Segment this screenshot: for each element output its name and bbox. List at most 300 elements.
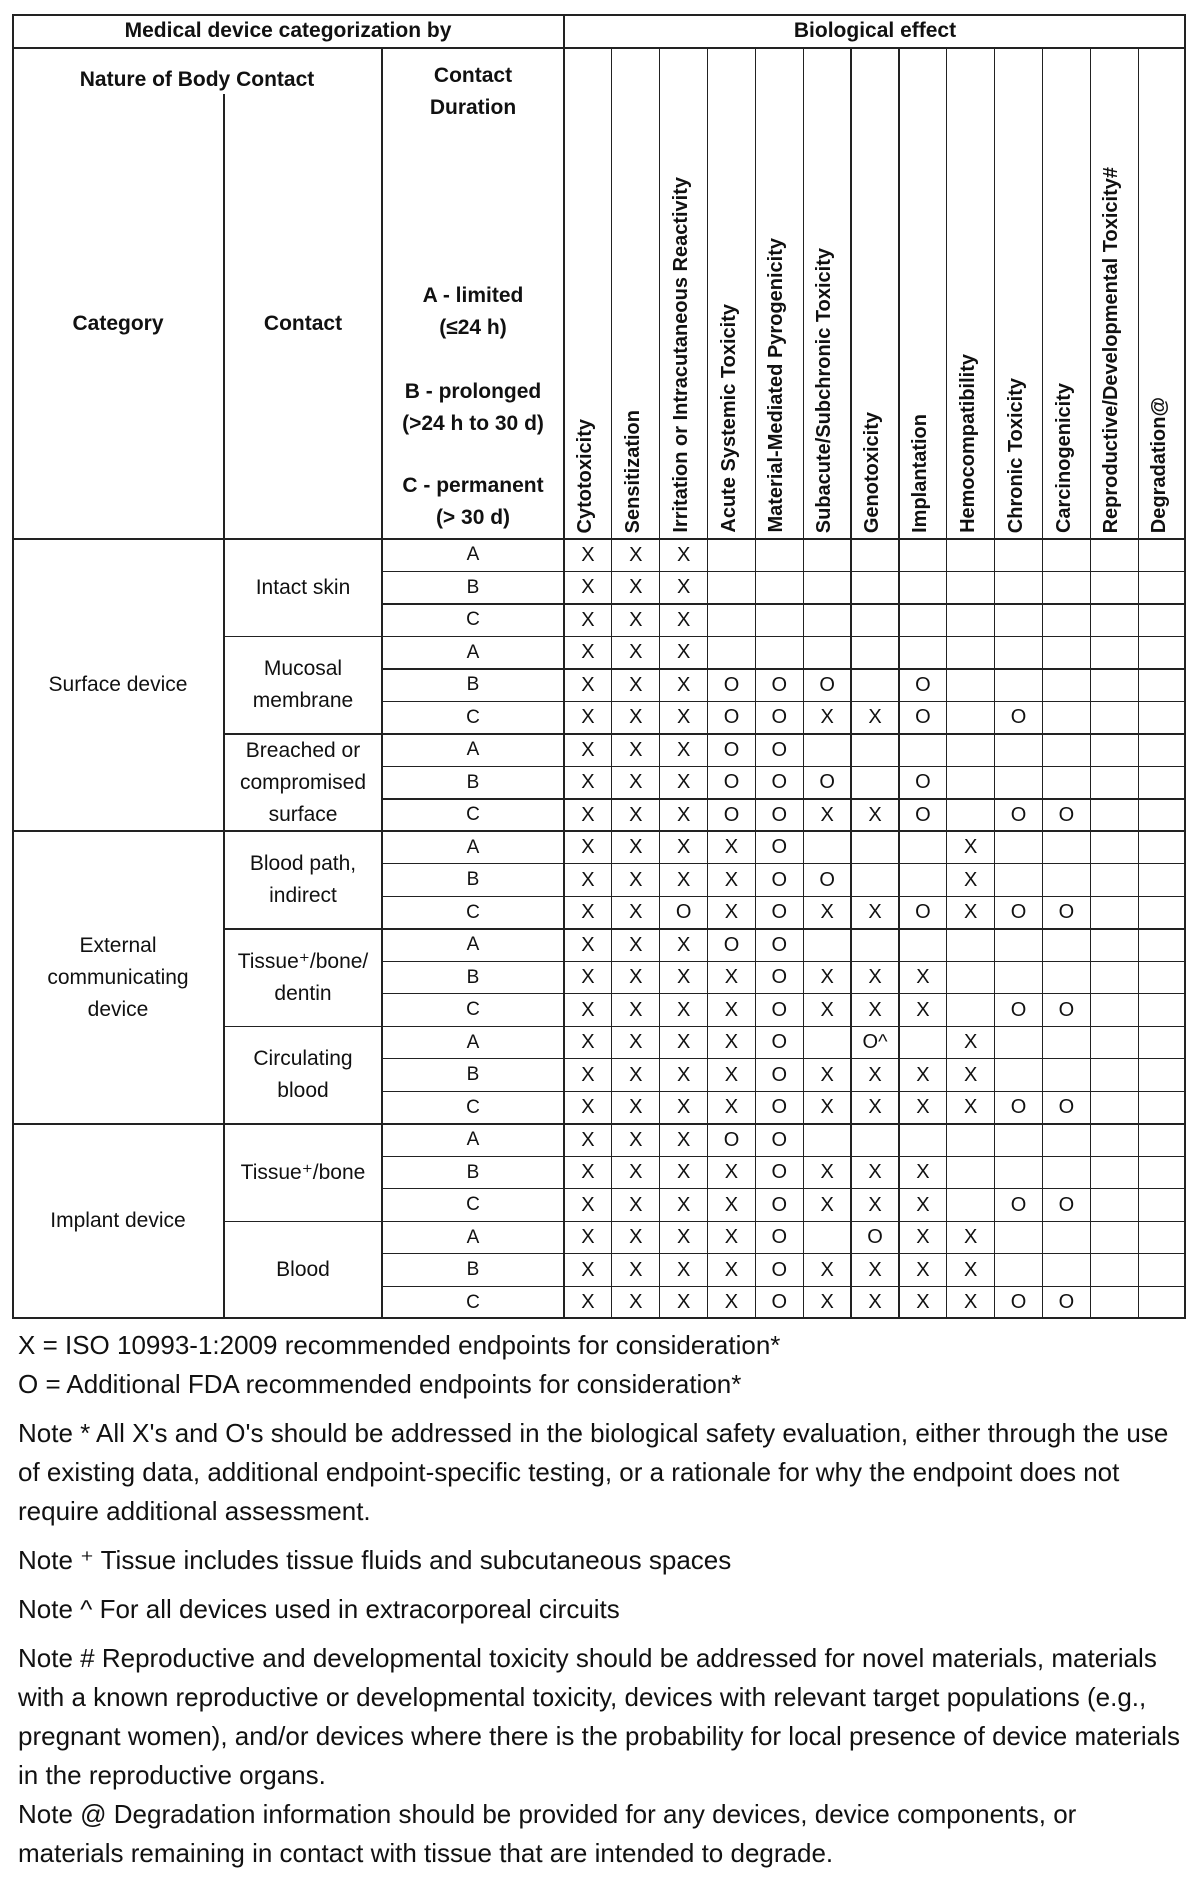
endpoint-mark: X [629, 576, 643, 599]
contact-duration-header: Contact Duration [429, 64, 517, 119]
endpoint-mark: X [581, 576, 595, 599]
endpoint-mark: X [581, 1226, 595, 1249]
effect-header-label: Irritation or Intracutaneous Reactivity [669, 177, 692, 533]
grid-line-horizontal [224, 733, 1186, 735]
endpoint-mark [803, 1124, 851, 1156]
effect-header-cell [708, 48, 756, 539]
grid-line-vertical [223, 94, 225, 1319]
endpoint-mark: X [868, 1258, 882, 1281]
endpoint-mark [1138, 864, 1186, 896]
grid-line-vertical [1138, 48, 1139, 1319]
endpoint-mark: X [724, 1226, 739, 1249]
effect-header-cell [1043, 48, 1091, 539]
endpoint-mark [1090, 766, 1138, 798]
endpoint-mark: O [1010, 998, 1027, 1021]
endpoint-mark [995, 864, 1043, 896]
endpoint-mark [851, 734, 899, 766]
endpoint-mark [1090, 799, 1138, 831]
effect-header-cell [851, 48, 899, 539]
contact-label: Intact skin [255, 575, 351, 599]
endpoint-mark: O [915, 803, 931, 826]
grid-line-vertical [850, 48, 851, 1319]
endpoint-mark: O [771, 771, 788, 794]
duration-cell: C [466, 999, 480, 1021]
endpoint-mark: X [964, 836, 978, 859]
endpoint-mark [947, 799, 995, 831]
effect-header-cell [612, 48, 660, 539]
endpoint-mark [1090, 1221, 1138, 1253]
endpoint-mark: X [676, 836, 691, 859]
contact-label: Blood path, indirect [249, 852, 357, 908]
category-label: External communicating device [47, 933, 189, 1021]
endpoint-mark: X [676, 1226, 691, 1249]
endpoint-mark: O [675, 901, 692, 924]
endpoint-mark [755, 636, 803, 668]
endpoint-mark [803, 604, 851, 636]
endpoint-mark [1138, 1286, 1186, 1318]
duration-cell: A [466, 641, 480, 663]
endpoint-mark: X [581, 868, 595, 891]
endpoint-mark [1043, 831, 1091, 863]
endpoint-mark: X [676, 771, 691, 794]
endpoint-mark: X [820, 1161, 834, 1184]
endpoint-mark [995, 1156, 1043, 1188]
duration-cell: C [466, 609, 480, 631]
contact-column-header: Contact [263, 312, 343, 335]
endpoint-mark: O [771, 998, 788, 1021]
endpoint-mark: O [771, 1291, 788, 1313]
category-column-header: Category [72, 312, 164, 335]
endpoint-mark [1090, 961, 1138, 993]
endpoint-mark: X [724, 1291, 739, 1313]
endpoint-mark [851, 864, 899, 896]
endpoint-mark [1043, 1059, 1091, 1091]
endpoint-mark [995, 571, 1043, 603]
endpoint-mark: X [676, 998, 691, 1021]
grid-line-horizontal [12, 14, 1186, 17]
endpoint-mark [995, 831, 1043, 863]
endpoint-mark: X [629, 933, 643, 956]
endpoint-mark [995, 734, 1043, 766]
endpoint-mark: X [724, 1161, 739, 1184]
endpoint-mark [1043, 701, 1091, 733]
grid-line-horizontal [382, 1156, 1186, 1157]
effect-header-label: Acute Systemic Toxicity [717, 304, 740, 533]
grid-line-horizontal [382, 1188, 1186, 1189]
endpoint-mark: O [771, 1096, 788, 1119]
endpoint-mark: X [676, 966, 691, 989]
endpoint-mark: O [771, 1193, 788, 1216]
endpoint-mark: X [581, 901, 595, 924]
duration-cell: C [466, 706, 480, 728]
endpoint-mark: X [629, 966, 643, 989]
grid-line-vertical [707, 48, 708, 1319]
endpoint-mark: X [820, 1291, 834, 1313]
endpoint-mark: X [724, 1063, 739, 1086]
endpoint-mark: X [676, 1258, 691, 1281]
endpoint-mark: X [916, 1063, 930, 1086]
endpoint-mark: X [629, 1226, 643, 1249]
duration-cell: A [466, 739, 480, 761]
grid-line-horizontal [224, 1221, 1186, 1223]
endpoint-mark [803, 1221, 851, 1253]
endpoint-mark [851, 1124, 899, 1156]
endpoint-mark: O [1010, 803, 1027, 826]
duration-cell: A [466, 836, 480, 858]
effect-header-cell [995, 48, 1043, 539]
endpoint-mark: O [723, 771, 740, 794]
endpoint-mark [1043, 961, 1091, 993]
endpoint-mark [899, 539, 947, 571]
effect-header-label: Degradation@ [1148, 396, 1171, 533]
effect-header-cell [564, 48, 612, 539]
endpoint-mark: O [819, 771, 835, 794]
endpoint-mark: O [819, 673, 835, 696]
endpoint-mark [708, 539, 756, 571]
effect-header-label: Carcinogenicity [1052, 382, 1075, 533]
category-label: Surface device [48, 673, 188, 697]
grid-line-horizontal [382, 863, 1186, 864]
effect-header-cell [1090, 48, 1138, 539]
contact-label: Tissue⁺/bone/ dentin [237, 949, 369, 1005]
endpoint-mark: X [964, 1096, 978, 1119]
endpoint-mark [803, 636, 851, 668]
endpoint-mark [995, 636, 1043, 668]
endpoint-mark [947, 701, 995, 733]
grid-line-horizontal [382, 766, 1186, 767]
endpoint-mark: X [868, 1096, 882, 1119]
grid-line-horizontal [382, 1058, 1186, 1059]
grid-line-horizontal [382, 603, 1186, 604]
endpoint-mark: X [629, 738, 643, 761]
endpoint-mark [755, 604, 803, 636]
endpoint-mark: X [629, 641, 643, 664]
endpoint-mark: O [1058, 901, 1075, 924]
endpoint-mark [1138, 961, 1186, 993]
endpoint-mark: X [676, 803, 691, 826]
duration-cell: B [466, 1259, 480, 1280]
endpoint-mark [1043, 1221, 1091, 1253]
grid-line-horizontal [382, 1253, 1186, 1254]
contact-label: Circulating blood [253, 1047, 353, 1103]
endpoint-mark [1090, 1059, 1138, 1091]
grid-line-horizontal [12, 1317, 1186, 1320]
endpoint-mark [1138, 734, 1186, 766]
endpoint-mark: O [771, 901, 788, 924]
endpoint-mark [995, 929, 1043, 961]
endpoint-mark [995, 539, 1043, 571]
effect-header-cell [947, 48, 995, 539]
endpoint-mark [1043, 1254, 1091, 1286]
endpoint-mark: X [629, 706, 643, 729]
endpoint-mark [899, 831, 947, 863]
grid-line-horizontal [382, 571, 1186, 572]
endpoint-mark: X [676, 1128, 691, 1151]
endpoint-mark [1138, 799, 1186, 831]
endpoint-mark: X [676, 1031, 691, 1054]
grid-line-vertical [611, 48, 612, 1319]
endpoint-mark: O [771, 1161, 788, 1184]
endpoint-mark: X [676, 1063, 691, 1086]
endpoint-mark [947, 1124, 995, 1156]
endpoint-mark [803, 734, 851, 766]
grid-line-horizontal [12, 47, 1186, 49]
endpoint-mark: O [1058, 1291, 1075, 1313]
endpoint-mark [1138, 539, 1186, 571]
endpoint-mark: X [581, 543, 595, 566]
endpoint-mark [899, 1026, 947, 1058]
duration-cell: B [466, 1064, 480, 1086]
endpoint-mark [1090, 539, 1138, 571]
category-label: Implant device [50, 1209, 186, 1233]
endpoint-mark: X [868, 1193, 882, 1216]
endpoint-mark: X [581, 608, 595, 631]
endpoint-mark [995, 961, 1043, 993]
endpoint-mark: O [723, 706, 740, 729]
endpoint-mark [995, 1026, 1043, 1058]
endpoint-mark: X [581, 933, 595, 956]
endpoint-mark: O [771, 1031, 788, 1054]
endpoint-mark [1090, 896, 1138, 928]
endpoint-mark: X [868, 1291, 882, 1313]
grid-line-horizontal [12, 1123, 1186, 1125]
endpoint-mark [947, 961, 995, 993]
endpoint-mark [1043, 1156, 1091, 1188]
endpoint-mark [899, 734, 947, 766]
endpoint-mark [803, 1026, 851, 1058]
endpoint-mark [1043, 1026, 1091, 1058]
effect-header-label: Sensitization [621, 409, 644, 533]
endpoint-mark [755, 571, 803, 603]
biocompatibility-matrix-table [12, 14, 1186, 1318]
endpoint-mark [899, 929, 947, 961]
grid-line-horizontal [224, 928, 1186, 930]
grid-line-horizontal [382, 668, 1186, 669]
endpoint-mark [899, 1124, 947, 1156]
grid-line-vertical [381, 48, 383, 1319]
endpoint-mark [1090, 701, 1138, 733]
endpoint-mark: X [581, 771, 595, 794]
endpoint-mark: X [629, 1258, 643, 1281]
endpoint-mark: X [629, 998, 643, 1021]
endpoint-mark [851, 636, 899, 668]
grid-line-horizontal [382, 1286, 1186, 1287]
endpoint-mark: X [676, 868, 691, 891]
effect-header-cell [660, 48, 708, 539]
effect-header-label: Reproductive/Developmental Toxicity# [1100, 166, 1123, 533]
endpoint-mark [1090, 831, 1138, 863]
endpoint-mark [899, 636, 947, 668]
endpoint-mark: X [964, 1063, 978, 1086]
endpoint-mark [1043, 929, 1091, 961]
duration-cell: C [466, 1291, 480, 1313]
grid-line-vertical [994, 48, 995, 1319]
endpoint-mark: X [916, 1161, 930, 1184]
grid-line-horizontal [382, 993, 1186, 994]
endpoint-mark: X [868, 966, 882, 989]
endpoint-mark: X [868, 1063, 882, 1086]
endpoint-mark: X [581, 1063, 595, 1086]
endpoint-mark: X [964, 1258, 978, 1281]
endpoint-mark: X [964, 901, 978, 924]
endpoint-mark: X [676, 1161, 691, 1184]
endpoint-mark [755, 539, 803, 571]
endpoint-mark [1138, 1026, 1186, 1058]
endpoint-mark: O [1058, 998, 1075, 1021]
endpoint-mark: X [916, 1096, 930, 1119]
endpoint-mark: X [724, 868, 739, 891]
grid-line-vertical [803, 48, 804, 1319]
endpoint-mark: O [867, 1226, 883, 1249]
endpoint-mark: O [1010, 901, 1027, 924]
endpoint-mark [1138, 994, 1186, 1026]
endpoint-mark: O [723, 803, 740, 826]
endpoint-mark [947, 1189, 995, 1221]
endpoint-mark: O [771, 673, 788, 696]
endpoint-mark [1090, 929, 1138, 961]
endpoint-mark: O [915, 706, 931, 729]
grid-line-horizontal [382, 701, 1186, 702]
endpoint-mark [995, 1221, 1043, 1253]
endpoint-mark [947, 929, 995, 961]
endpoint-mark [1043, 539, 1091, 571]
endpoint-mark: X [676, 1096, 691, 1119]
endpoint-mark: X [820, 1096, 834, 1119]
duration-cell: B [466, 576, 480, 598]
grid-line-vertical [755, 48, 756, 1319]
duration-cell: B [466, 869, 480, 891]
effect-header-label: Hemocompatibility [956, 354, 979, 533]
endpoint-mark [1138, 1254, 1186, 1286]
endpoint-mark: X [724, 1193, 739, 1216]
endpoint-mark [1138, 1059, 1186, 1091]
endpoint-mark: X [868, 901, 882, 924]
endpoint-mark [1090, 734, 1138, 766]
endpoint-mark [1090, 864, 1138, 896]
endpoint-mark: O [1058, 1096, 1075, 1119]
endpoint-mark: X [629, 1128, 643, 1151]
endpoint-mark [899, 571, 947, 603]
endpoint-mark: O [771, 836, 788, 859]
endpoint-mark: X [868, 803, 882, 826]
duration-cell: A [466, 544, 480, 566]
endpoint-mark: X [676, 543, 691, 566]
endpoint-mark [1043, 864, 1091, 896]
note-caret: Note ^ For all devices used in extracorporeal circuits [18, 1594, 620, 1624]
contact-label: Tissue⁺/bone [240, 1160, 366, 1184]
endpoint-mark [1043, 766, 1091, 798]
endpoint-mark [947, 636, 995, 668]
endpoint-mark: O [1058, 803, 1075, 826]
endpoint-mark [1090, 1091, 1138, 1123]
grid-line-horizontal [224, 1026, 1186, 1028]
duration-cell: B [466, 674, 480, 696]
note-plus: Note ⁺ Tissue includes tissue fluids and subcutaneous spaces [18, 1545, 732, 1575]
duration-cell: B [466, 966, 480, 988]
endpoint-mark: X [581, 673, 595, 696]
note-star: Note * All X's and O's should be addressed in the biological safety evaluation, either through the use of existing data, additional endpoint-specific testing, or a rationale for why the endpoint does not require additional assessment. [18, 1418, 1169, 1526]
categorization-header: Medical device categorization by [124, 19, 452, 42]
endpoint-mark [851, 831, 899, 863]
endpoint-mark [1138, 571, 1186, 603]
endpoint-mark: O [771, 1063, 788, 1086]
endpoint-mark: X [581, 966, 595, 989]
endpoint-mark [1090, 1156, 1138, 1188]
duration-cell: A [466, 934, 480, 956]
endpoint-mark [1138, 929, 1186, 961]
endpoint-mark [803, 831, 851, 863]
endpoint-mark: X [964, 1291, 978, 1313]
endpoint-mark [1043, 604, 1091, 636]
endpoint-mark: X [676, 1193, 691, 1216]
endpoint-mark [947, 539, 995, 571]
endpoint-mark: O [915, 771, 931, 794]
endpoint-mark: X [820, 1258, 834, 1281]
biological-effect-header: Biological effect [793, 19, 957, 42]
duration-cell: C [466, 1194, 480, 1216]
endpoint-mark: X [629, 543, 643, 566]
legend-x: X = ISO 10993-1:2009 recommended endpoints for consideration* [18, 1330, 781, 1360]
endpoint-mark: X [724, 1258, 739, 1281]
endpoint-mark [1090, 1124, 1138, 1156]
duration-cell: B [466, 771, 480, 793]
endpoint-mark [1138, 1189, 1186, 1221]
endpoint-mark: X [581, 1031, 595, 1054]
endpoint-mark [1138, 604, 1186, 636]
endpoint-mark [1090, 1189, 1138, 1221]
endpoint-mark [1090, 1254, 1138, 1286]
effect-header-cell [899, 48, 947, 539]
endpoint-mark: X [581, 803, 595, 826]
endpoint-mark: O [723, 673, 740, 696]
effect-header-cell [1138, 48, 1186, 539]
endpoint-mark [995, 669, 1043, 701]
endpoint-mark: O [1010, 1291, 1027, 1313]
grid-line-vertical [1042, 48, 1043, 1319]
grid-line-vertical [659, 48, 660, 1319]
endpoint-mark [1090, 994, 1138, 1026]
endpoint-mark: X [724, 836, 739, 859]
endpoint-mark [851, 929, 899, 961]
endpoint-mark: X [916, 1193, 930, 1216]
endpoint-mark: X [820, 998, 834, 1021]
endpoint-mark [1138, 766, 1186, 798]
endpoint-mark: O [771, 706, 788, 729]
endpoint-mark: X [581, 1128, 595, 1151]
endpoint-mark [1043, 1124, 1091, 1156]
duration-cell: C [466, 1096, 480, 1118]
endpoint-mark [851, 604, 899, 636]
endpoint-mark: O [819, 868, 835, 891]
contact-label: Mucosal membrane [252, 657, 354, 713]
endpoint-mark: X [581, 836, 595, 859]
endpoint-mark: X [916, 1258, 930, 1281]
endpoint-mark: O [771, 868, 788, 891]
endpoint-mark: O [771, 1128, 788, 1151]
endpoint-mark: X [676, 738, 691, 761]
endpoint-mark: O [1010, 1193, 1027, 1216]
endpoint-mark: X [724, 1031, 739, 1054]
notes-section [18, 1326, 1188, 1873]
effect-header-label: Genotoxicity [861, 411, 884, 533]
endpoint-mark: O [915, 901, 931, 924]
endpoint-mark [1138, 1091, 1186, 1123]
grid-line-horizontal [382, 1091, 1186, 1092]
endpoint-mark: X [581, 641, 595, 664]
endpoint-mark: X [629, 673, 643, 696]
duration-cell: C [466, 804, 480, 826]
endpoint-mark: X [629, 1063, 643, 1086]
